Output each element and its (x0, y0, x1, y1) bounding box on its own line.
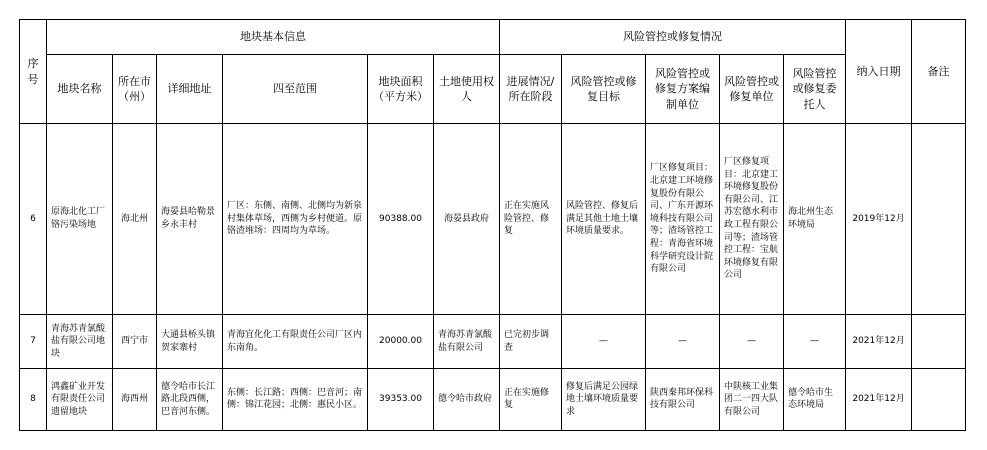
header-target: 风险管控或修复目标 (562, 55, 646, 124)
cell-progress: 正在实施修复 (500, 368, 562, 430)
cell-target: 修复后满足公园绿地土壤环境质量要求 (562, 368, 646, 430)
cell-name: 鸿鑫矿业开发有限责任公司遗留地块 (47, 368, 113, 430)
cell-remark (912, 315, 966, 369)
cell-area: 39353.00 (368, 368, 434, 430)
cell-seq: 6 (20, 124, 47, 315)
cell-progress: 已完初步调查 (500, 315, 562, 369)
cell-progress: 正在实施风险管控、修复 (500, 124, 562, 315)
header-group-basic: 地块基本信息 (47, 20, 500, 55)
cell-plan-unit: 陕西秦邦环保科技有限公司 (646, 368, 720, 430)
header-progress: 进展情况/所在阶段 (500, 55, 562, 124)
header-name: 地块名称 (47, 55, 113, 124)
cell-client: 海北州生态环境局 (784, 124, 846, 315)
cell-client: — (784, 315, 846, 369)
header-date: 纳入日期 (846, 20, 912, 124)
cell-client: 德令哈市生态环境局 (784, 368, 846, 430)
header-address: 详细地址 (157, 55, 223, 124)
table-row (20, 315, 966, 369)
cell-address: 海晏县哈勒景乡永丰村 (157, 124, 223, 315)
cell-area: 20000.00 (368, 315, 434, 369)
header-remark: 备注 (912, 20, 966, 124)
site-table (19, 19, 966, 431)
cell-name: 青海苏青氯酸盐有限公司地块 (47, 315, 113, 369)
cell-address: 德令哈市长江路北段西侧，巴音河东侧。 (157, 368, 223, 430)
cell-owner: 海晏县政府 (434, 124, 500, 315)
cell-address: 大通县桥头镇贺家寨村 (157, 315, 223, 369)
cell-repair-unit: — (720, 315, 784, 369)
cell-date: 2021年12月 (846, 368, 912, 430)
cell-plan-unit: 厂区修复项目：北京建工环境修复股份有限公司、广东开源环境科技有限公司等；渣场管控工程：青海省环境科学研究设计院有限公司 (646, 124, 720, 315)
table-row (20, 124, 966, 315)
header-group-risk: 风险管控或修复情况 (500, 20, 846, 55)
cell-area: 90388.00 (368, 124, 434, 315)
cell-owner: 青海苏青氯酸盐有限公司 (434, 315, 500, 369)
cell-target: 风险管控、修复后满足其他土地土壤环境质量要求。 (562, 124, 646, 315)
cell-city: 海北州 (113, 124, 157, 315)
cell-boundary: 厂区：东侧、南侧、北侧均为新泉村集体草场，西侧为乡村便道。原铬渣堆场：四周均为草场。 (223, 124, 368, 315)
header-plan-unit: 风险管控或修复方案编制单位 (646, 55, 720, 124)
cell-remark (912, 368, 966, 430)
cell-seq: 8 (20, 368, 47, 430)
header-client: 风险管控或修复委托人 (784, 55, 846, 124)
cell-boundary: 青海宜化化工有限责任公司厂区内东南角。 (223, 315, 368, 369)
cell-city: 西宁市 (113, 315, 157, 369)
header-area: 地块面积（平方米） (368, 55, 434, 124)
cell-city: 海西州 (113, 368, 157, 430)
header-seq: 序号 (20, 20, 47, 124)
cell-name: 原海北化工厂铬污染场地 (47, 124, 113, 315)
cell-date: 2021年12月 (846, 315, 912, 369)
cell-target: — (562, 315, 646, 369)
cell-remark (912, 124, 966, 315)
table-row (20, 368, 966, 430)
cell-plan-unit: — (646, 315, 720, 369)
cell-repair-unit: 中陕核工业集团二一四大队有限公司 (720, 368, 784, 430)
header-city: 所在市（州） (113, 55, 157, 124)
header-repair-unit: 风险管控或修复单位 (720, 55, 784, 124)
header-boundary: 四至范围 (223, 55, 368, 124)
cell-repair-unit: 厂区修复项目：北京建工环境修复股份有限公司、江苏宏德水利市政工程有限公司等；渣场管控工程：宝航环境修复有限公司 (720, 124, 784, 315)
cell-boundary: 东侧：长江路；西侧：巴音河；南侧：锦江花园；北侧：惠民小区。 (223, 368, 368, 430)
cell-date: 2019年12月 (846, 124, 912, 315)
cell-seq: 7 (20, 315, 47, 369)
header-owner: 土地使用权人 (434, 55, 500, 124)
cell-owner: 德令哈市政府 (434, 368, 500, 430)
